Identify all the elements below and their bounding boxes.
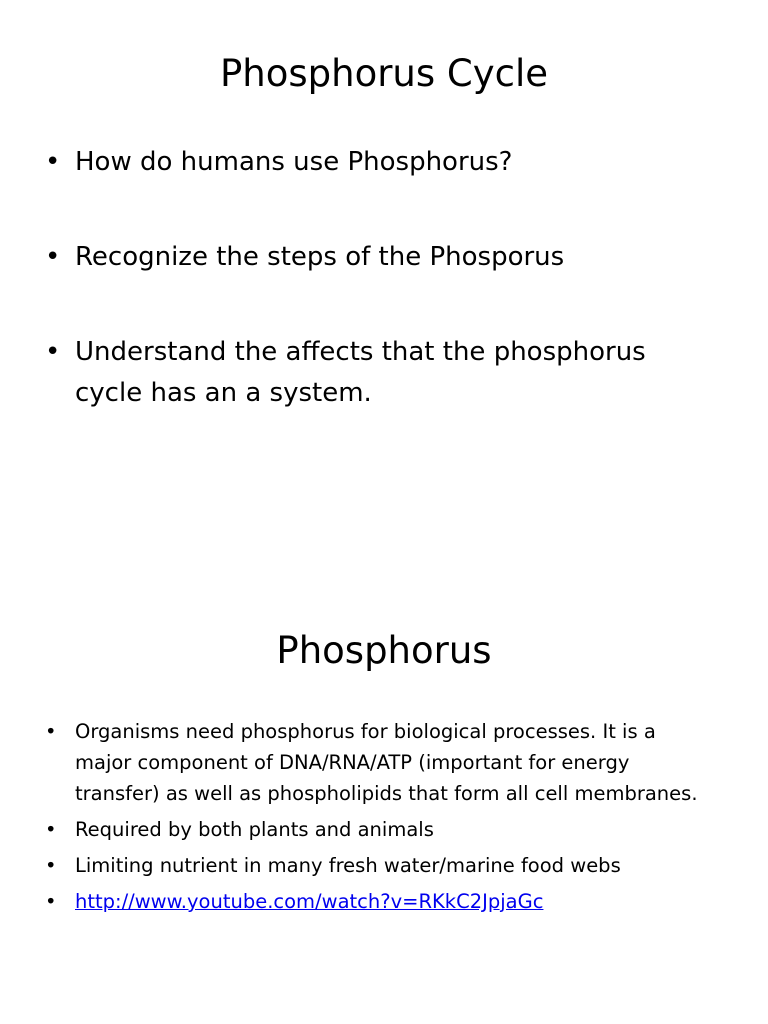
bullet-icon: • bbox=[45, 720, 57, 743]
bullet-icon: • bbox=[45, 337, 61, 367]
bullet-item bbox=[45, 886, 715, 917]
bullet-list bbox=[45, 716, 715, 922]
youtube-link[interactable]: http://www.youtube.com/watch?v=RKkC2JpjaGc bbox=[75, 890, 544, 913]
bullet-icon: • bbox=[45, 818, 57, 841]
bullet-text: Limiting nutrient in many fresh water/marine food webs bbox=[75, 854, 621, 877]
bullet-item bbox=[45, 850, 715, 881]
bullet-icon: • bbox=[45, 242, 61, 272]
bullet-text: Understand the affects that the phosphorus cycle has an a system. bbox=[75, 337, 646, 408]
bullet-item bbox=[45, 716, 715, 809]
bullet-item bbox=[45, 814, 715, 845]
slide-phosphorus bbox=[0, 512, 768, 1024]
slide-title: Phosphorus Cycle bbox=[219, 52, 549, 95]
bullet-icon: • bbox=[45, 890, 57, 913]
bullet-icon: • bbox=[45, 147, 61, 177]
slide-title: Phosphorus bbox=[276, 629, 492, 672]
bullet-text: Required by both plants and animals bbox=[75, 818, 434, 841]
bullet-icon: • bbox=[45, 854, 57, 877]
bullet-text: Recognize the steps of the Phosporus bbox=[75, 242, 565, 272]
bullet-list bbox=[45, 142, 715, 414]
bullet-item bbox=[45, 332, 715, 414]
bullet-text: How do humans use Phosphorus? bbox=[75, 147, 513, 177]
bullet-item bbox=[45, 237, 715, 278]
bullet-item bbox=[45, 142, 715, 183]
bullet-text: Organisms need phosphorus for biological processes. It is a major component of DNA/RNA/ATP (important for energy transfer) as well as phospholipids that form all cell membranes. bbox=[75, 720, 698, 805]
